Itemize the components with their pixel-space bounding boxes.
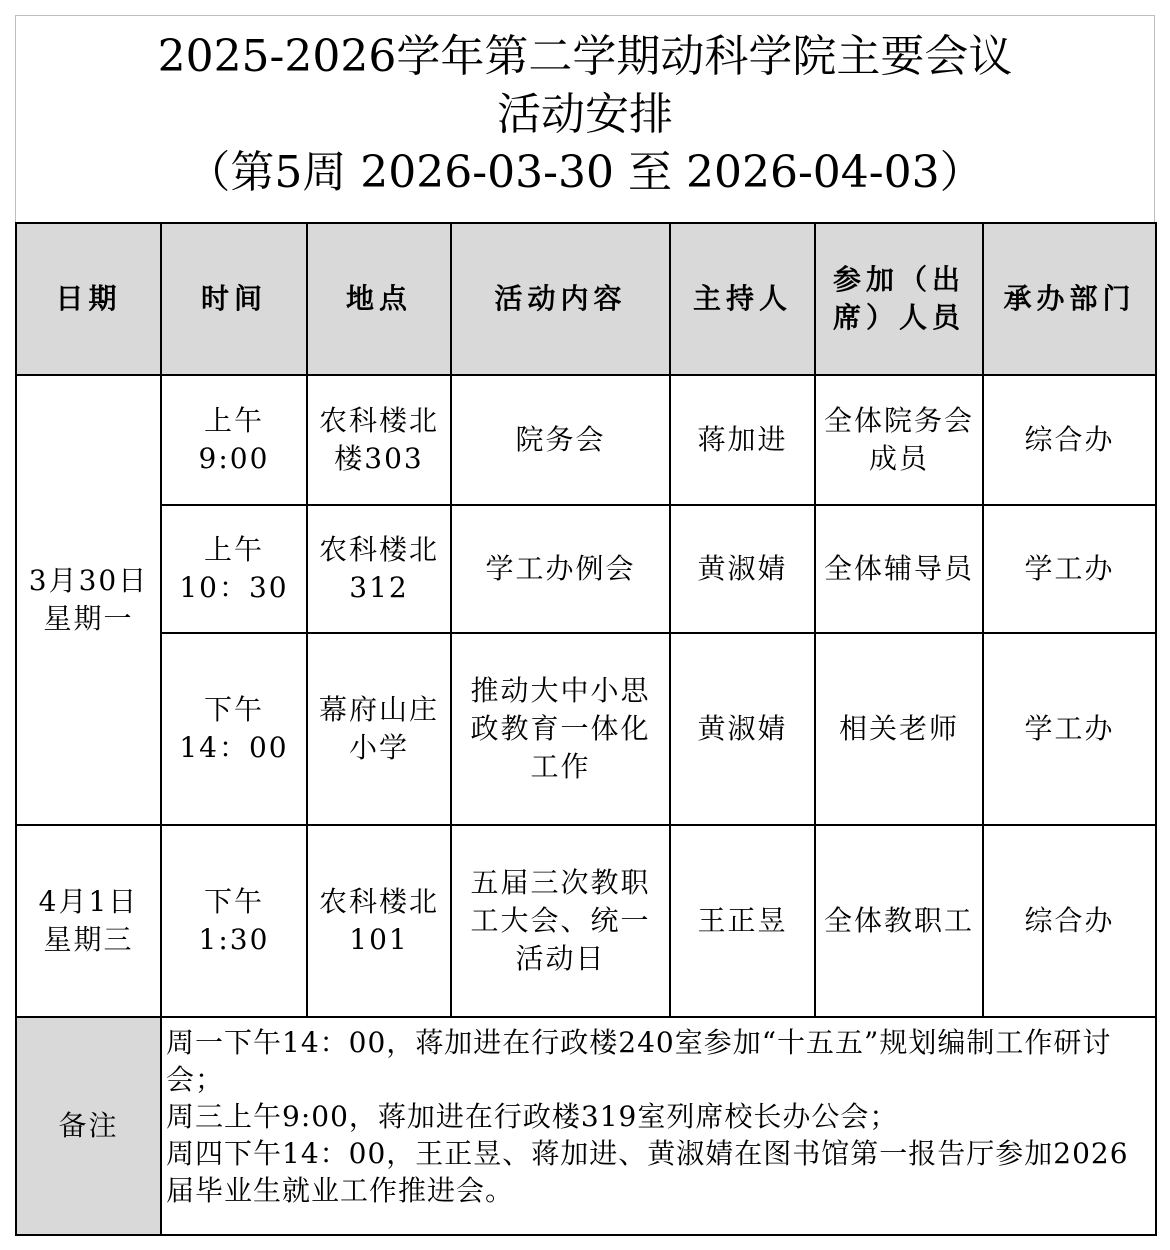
host-cell: 黄淑婧 [670, 633, 815, 825]
table-row [16, 825, 1156, 1017]
place-cell: 农科楼北312 [307, 505, 451, 633]
header-dept: 承办部门 [983, 223, 1156, 375]
table-row [16, 633, 1156, 825]
header-attendees: 参加（出席）人员 [815, 223, 983, 375]
time-cell [161, 825, 307, 1017]
date-text: 4月1日 [38, 885, 139, 918]
header-host: 主持人 [670, 223, 815, 375]
header-row [16, 223, 1156, 375]
title-line-2: 活动安排 [497, 89, 673, 140]
remarks-text [161, 1017, 1156, 1235]
remark-line-3: 周四下午14：00，王正昱、蒋加进、黄淑婧在图书馆第一报告厅参加2026届毕业生就业工作推进会。 [166, 1137, 1129, 1207]
time-cell [161, 633, 307, 825]
weekday-text: 星期三 [43, 923, 134, 956]
date-text: 3月30日 [28, 564, 149, 597]
content-cell: 学工办例会 [451, 505, 670, 633]
date-cell [16, 375, 161, 825]
dept-cell: 学工办 [983, 505, 1156, 633]
host-cell: 王正昱 [670, 825, 815, 1017]
dept-cell: 综合办 [983, 825, 1156, 1017]
host-cell: 黄淑婧 [670, 505, 815, 633]
schedule-table [15, 222, 1157, 1236]
time-text: 1:30 [198, 923, 270, 956]
content-cell: 院务会 [451, 375, 670, 505]
title-line-3: （第5周 2026-03-30 至 2026-04-03） [186, 147, 984, 198]
attendees-cell: 相关老师 [815, 633, 983, 825]
attendees-cell: 全体教职工 [815, 825, 983, 1017]
remarks-label: 备注 [16, 1017, 161, 1235]
weekday-text: 星期一 [43, 602, 134, 635]
content-cell: 五届三次教职工大会、统一活动日 [451, 825, 670, 1017]
period-text: 上午 [203, 404, 264, 437]
time-text: 14：00 [179, 731, 289, 764]
attendees-cell: 全体辅导员 [815, 505, 983, 633]
place-cell: 幕府山庄小学 [307, 633, 451, 825]
time-cell [161, 505, 307, 633]
table-row [16, 375, 1156, 505]
period-text: 上午 [203, 533, 264, 566]
remark-line-2: 周三上午9:00，蒋加进在行政楼319室列席校长办公会； [166, 1100, 899, 1133]
time-text: 10：30 [179, 571, 289, 604]
dept-cell: 学工办 [983, 633, 1156, 825]
period-text: 下午 [203, 885, 264, 918]
dept-cell: 综合办 [983, 375, 1156, 505]
date-cell [16, 825, 161, 1017]
attendees-cell: 全体院务会成员 [815, 375, 983, 505]
schedule-sheet [15, 15, 1155, 1236]
header-content: 活动内容 [451, 223, 670, 375]
host-cell: 蒋加进 [670, 375, 815, 505]
header-date: 日期 [16, 223, 161, 375]
remark-line-1: 周一下午14：00，蒋加进在行政楼240室参加“十五五”规划编制工作研讨会； [166, 1026, 1112, 1096]
title-block [15, 15, 1155, 222]
content-cell: 推动大中小思政教育一体化工作 [451, 633, 670, 825]
time-cell [161, 375, 307, 505]
place-cell: 农科楼北101 [307, 825, 451, 1017]
title-line-1: 2025-2026学年第二学期动科学院主要会议 [157, 31, 1013, 82]
period-text: 下午 [203, 693, 264, 726]
place-cell: 农科楼北楼303 [307, 375, 451, 505]
table-row [16, 505, 1156, 633]
header-place: 地点 [307, 223, 451, 375]
header-time: 时间 [161, 223, 307, 375]
time-text: 9:00 [198, 442, 270, 475]
remarks-row [16, 1017, 1156, 1235]
